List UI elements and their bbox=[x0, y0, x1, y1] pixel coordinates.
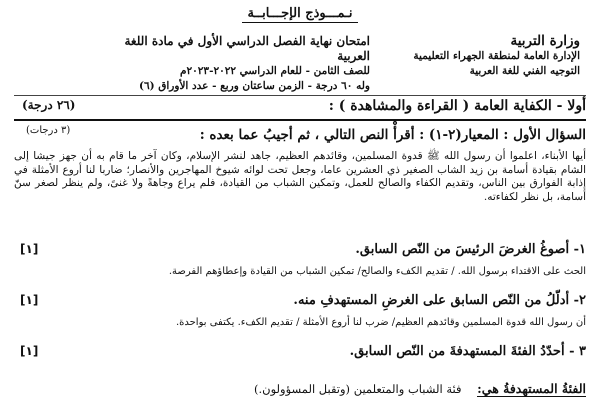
section-title: أولا - الكفاية العامة ( القراءة والمشاهدة ) : bbox=[328, 98, 586, 114]
ministry-name: وزارة التربية bbox=[510, 33, 580, 49]
supervision-name: التوجيه الفني للغة العربية bbox=[469, 65, 580, 77]
item-2-question: ٢- أدلّلُ من النّص السابق على الغرضِ المستهدفِ منه. bbox=[293, 293, 586, 308]
exam-details: وله ٦٠ درجة - الزمن ساعتان وربع - عدد الأوراق (٦) bbox=[139, 80, 370, 92]
item-1-question: ١- أصوغُ الغرضَ الرئيسَ من النّص السابق. bbox=[355, 242, 586, 257]
exam-info-block bbox=[100, 34, 370, 94]
question-marks: (٣ درجات) bbox=[26, 125, 71, 136]
grade-year: للصف الثامن - للعام الدراسي ٢٠٢٢-٢٠٢٣م bbox=[180, 65, 370, 77]
section-divider bbox=[14, 119, 586, 121]
ministry-block bbox=[390, 34, 580, 79]
item-2-answer: أن رسول الله قدوة المسلمين وقائدهم العظيم/ ضرب لنا أروع الأمثلة / تقديم الكفء. يكتفى بواحدة. bbox=[175, 317, 586, 328]
item-2-mark: [١] bbox=[20, 293, 39, 307]
target-group-answer bbox=[254, 381, 586, 396]
reading-passage: أيها الأبناء، اعلموا أن رسول الله ﷺ قدوة المسلمين، وقائدهم العظيم، جاهد لنشر الإسلام، وكان آخر ما قام به أن جهز جيشا إلى الشام بقيادة أسامة بن زيد الشاب الصغير ذي العشرين عاما، وجعل تحت لوائه شيوخ المهاجرين والأنصار؛ ضاربا لنا أروع الأمثلة في إذابة الفوارق بين الناس، وتقديم الكفاء والصالح للعمل، وتمكين الشباب من القيادة، فلم يراع وجاهةً ولا غنىً، ولم ينظر لصغر سنّ أسامة، بل نظر لكفاءته. bbox=[14, 150, 586, 203]
item-1-answer: الحث على الاقتداء برسول الله. / تقديم الكفء والصالح/ تمكين الشباب من القيادة وإعطاؤهم الفرصة. bbox=[168, 266, 586, 277]
item-3-question: ٣ - أحدّدُ الفئةَ المستهدفةَ من النّص السابق. bbox=[349, 344, 586, 359]
target-group-value: فئة الشباب والمتعلمين (وتقبل المسؤولون.) bbox=[254, 382, 462, 396]
section-marks: (٢٦ درجة) bbox=[22, 98, 76, 112]
item-3-mark: [١] bbox=[20, 344, 39, 358]
model-title: نـمـــوذج الإجـــابــة bbox=[0, 6, 600, 21]
directorate-name: الإدارة العامة لمنطقة الجهراء التعليمية bbox=[413, 50, 580, 62]
header-divider bbox=[14, 95, 586, 96]
target-group-label: الفئةُ المستهدفةُ هي: bbox=[477, 381, 586, 396]
item-1-mark: [١] bbox=[20, 242, 39, 256]
question-title: السؤال الأول : المعيار(٢-١) : أقرأْ النص التالي ، ثم أجيبُ عما بعده : bbox=[199, 127, 586, 143]
exam-title: امتحان نهاية الفصل الدراسي الأول في مادة اللغة العربية bbox=[124, 34, 370, 63]
